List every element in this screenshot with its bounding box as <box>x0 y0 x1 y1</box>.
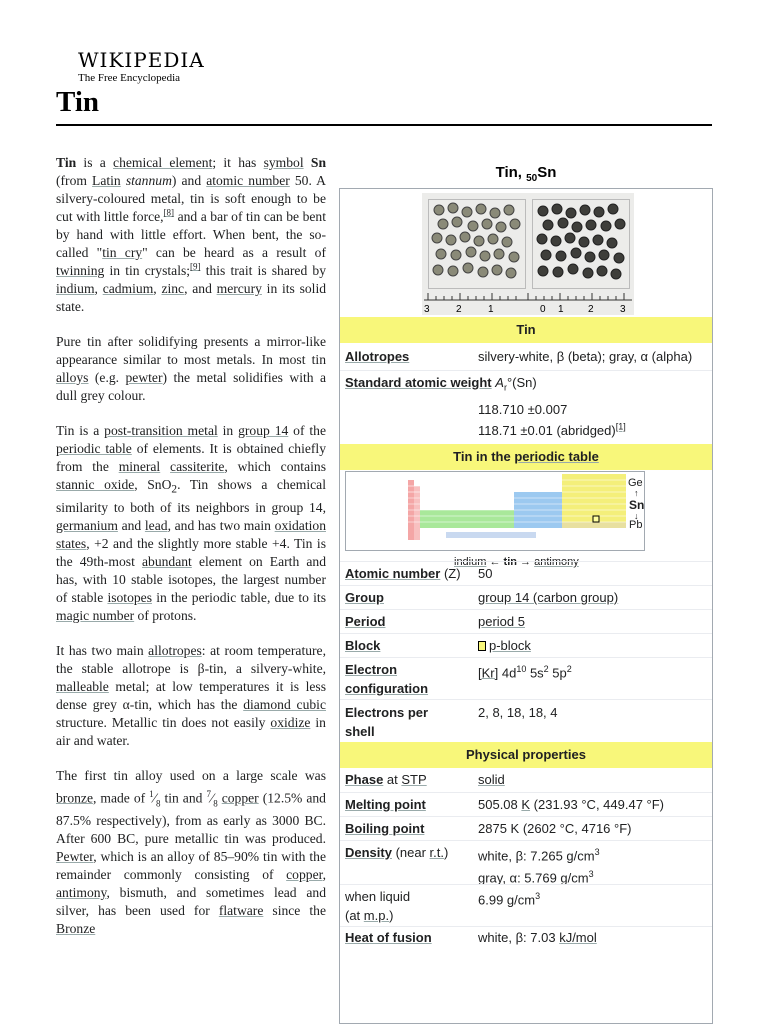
link-mercury[interactable]: mercury <box>216 281 262 296</box>
atomic-number-label <box>345 564 461 583</box>
link-malleable[interactable]: malleable <box>56 678 109 694</box>
ruler-label: 1 <box>488 304 494 315</box>
row-phase <box>340 768 712 792</box>
ref-link-1[interactable]: [1] <box>615 421 626 432</box>
saw-value-2-text: 118.71 ±0.01 (abridged) <box>478 423 616 438</box>
text: in tin crystals; <box>104 263 191 278</box>
pt-caption-current: tin <box>503 556 517 568</box>
link-periodic-table[interactable]: periodic table <box>56 441 132 456</box>
electron-configuration-value <box>478 660 572 682</box>
text: and <box>117 517 145 533</box>
block-link[interactable]: Block <box>345 638 381 653</box>
group-link[interactable]: Group <box>345 590 384 605</box>
saw-value-1: 118.710 ±0.007 <box>478 402 568 417</box>
periodic-table-widget <box>340 471 712 568</box>
block-label <box>345 636 380 655</box>
fraction-denominator: 8 <box>213 797 218 808</box>
photo-ruler <box>424 291 632 301</box>
text: , <box>94 281 103 296</box>
text: of protons. <box>134 607 197 623</box>
link-magic-number[interactable]: magic number <box>56 607 135 623</box>
row-electron-configuration <box>340 657 712 699</box>
period-label <box>345 612 385 631</box>
row-period <box>340 609 712 633</box>
saw-tail: °(Sn) <box>506 375 537 390</box>
link-alloys[interactable]: alloys <box>56 370 89 385</box>
boiling-point-link[interactable]: Boiling point <box>345 821 425 836</box>
periodic-table-link[interactable]: periodic table <box>514 449 599 464</box>
logo-wordmark: WIKIPEDIA <box>78 48 205 72</box>
link-group-14[interactable]: group 14 <box>238 423 289 438</box>
text: (e.g. <box>88 370 126 385</box>
text: , which is an alloy of 85–90% tin with the remainder commonly consisting of <box>56 848 326 882</box>
pt-link-indium[interactable]: indium <box>454 556 487 568</box>
text: . Tin shows a chemical similarity to both of its neighbors in group 14, <box>56 477 326 515</box>
text: (from <box>56 173 93 188</box>
ec-5s: 5s <box>526 665 544 681</box>
text: Pure tin after solidifying presents a mirror-like appearance similar to most metals. In most tin <box>56 334 326 367</box>
link-germanium[interactable]: germanium <box>56 517 118 533</box>
link-oxidize[interactable]: oxidize <box>270 714 311 730</box>
pt-link-antimony[interactable]: antimony <box>534 556 579 568</box>
link-cassiterite[interactable]: cassiterite <box>170 459 225 474</box>
tin-sample-photo[interactable] <box>422 193 634 315</box>
text: in its solid state. <box>56 281 327 314</box>
eps-label <box>345 703 428 741</box>
link-chemical-element[interactable]: chemical element <box>113 155 213 170</box>
block-color-swatch <box>478 641 486 651</box>
rt-link[interactable]: r.t. <box>429 845 444 860</box>
text: , +2 and the slightly more stable +4. Tin is the 49th-most <box>56 535 326 569</box>
ec-4d: 4d <box>498 665 517 681</box>
ec-5p: 5p <box>548 665 567 681</box>
block-value <box>478 636 531 655</box>
liquid-label-1: when liquid <box>345 889 411 904</box>
link-copper-2[interactable]: copper <box>286 866 323 882</box>
section-pt-text: Tin in the <box>453 449 515 464</box>
phase-label <box>345 770 427 789</box>
text: , <box>153 281 162 296</box>
beta-tin-tray <box>428 199 526 289</box>
text: : at room temperature, the stable allotrope is β-tin, a silvery-white, <box>56 642 326 676</box>
ref-link-9[interactable]: [9] <box>190 261 201 272</box>
saw-A: A <box>495 375 504 390</box>
eps-value: 2, 8, 18, 18, 4 <box>478 705 558 720</box>
ruler-label: 2 <box>588 304 594 315</box>
ruler-label: 3 <box>620 304 626 315</box>
text: is a <box>76 155 114 170</box>
ec-4d-exp: 10 <box>516 664 527 674</box>
link-pewter[interactable]: pewter <box>125 370 163 385</box>
logo-tagline: The Free Encyclopedia <box>78 72 181 84</box>
paragraph-2 <box>56 333 326 405</box>
saw-r: r <box>503 382 507 393</box>
group-value <box>478 588 618 607</box>
liquid-exp: 3 <box>535 891 541 901</box>
alpha-tin-tray <box>532 199 630 289</box>
allotropes-link[interactable]: Allotropes <box>345 349 410 364</box>
liquid-value-text: 6.99 g/cm <box>478 892 536 908</box>
melting-point-value <box>478 795 664 814</box>
text: of elements. It is obtained chiefly from the <box>56 441 326 474</box>
row-boiling-point <box>340 816 712 840</box>
row-density <box>340 840 712 884</box>
phase-value-link[interactable]: solid <box>478 772 505 787</box>
melting-point-link[interactable]: Melting point <box>345 797 426 812</box>
row-electrons-per-shell <box>340 699 712 743</box>
text: this trait is shared by <box>200 263 326 278</box>
paragraph-3 <box>56 422 326 625</box>
pt-below-element: Pb <box>629 519 643 531</box>
periodic-table-frame[interactable] <box>345 471 645 551</box>
phase-link[interactable]: Phase <box>345 772 384 787</box>
text <box>160 459 170 474</box>
ruler-label: 0 <box>540 304 546 315</box>
kelvin-link[interactable]: K <box>521 797 531 812</box>
link-lead[interactable]: lead <box>144 517 168 533</box>
text: (12.5% and 87.5% respectively), from as early as 3000 BC. After 600 BC, pure metallic tin was produced. <box>56 790 326 846</box>
page-title: Tin <box>56 86 100 118</box>
text: of the <box>288 423 326 438</box>
infobox-title <box>340 164 712 184</box>
fraction-numerator: 7 <box>206 788 211 799</box>
phase-value <box>478 770 505 789</box>
latin-name: stannum <box>125 173 172 188</box>
ec-kr-link[interactable]: [Kr] <box>478 665 499 681</box>
atomic-number-link[interactable]: Atomic number <box>345 566 441 581</box>
heat-of-fusion-value <box>478 928 597 947</box>
density-link[interactable]: Density <box>345 845 392 860</box>
density-close: ) <box>444 845 449 860</box>
density-value-2: gray, α: 5.769 g/cm <box>478 870 589 886</box>
row-heat-of-fusion <box>340 926 712 950</box>
text: ) the metal solidifies with a dull grey colour. <box>56 370 326 403</box>
atomic-number-value: 50 <box>478 566 493 581</box>
row-allotropes <box>340 344 712 370</box>
link-post-transition-metal[interactable]: post-transition metal <box>104 423 218 438</box>
bold-symbol: Sn <box>310 155 327 170</box>
text: The first tin alloy used on a large scale was <box>56 767 326 783</box>
phase-at: at <box>383 772 402 787</box>
text: element on Earth and has, with 10 stable isotopes, the largest number of stable <box>56 553 326 605</box>
link-bronze[interactable]: bronze <box>56 790 93 806</box>
hof-value-1: white, β: 7.03 <box>478 930 560 945</box>
row-density-liquid <box>340 884 712 926</box>
link-cadmium[interactable]: cadmium <box>102 281 154 296</box>
link-indium[interactable]: indium <box>56 281 95 296</box>
text: " can be heard as a result of <box>142 245 326 260</box>
text: in <box>217 423 239 438</box>
link-pewter-2[interactable]: Pewter <box>56 848 94 864</box>
infobox <box>339 188 713 1024</box>
block-value-link[interactable]: p-block <box>489 638 531 653</box>
link-abundant[interactable]: abundant <box>141 553 192 569</box>
section-header-physical-properties: Physical properties <box>340 742 712 768</box>
article-body <box>56 154 326 938</box>
text: , and has two main <box>167 517 275 533</box>
link-mineral[interactable]: mineral <box>118 459 161 474</box>
eps-label-1: Electrons per <box>345 705 429 720</box>
text: 50. A silvery-coloured metal, tin is soft enough to be cut with little force, <box>56 173 327 224</box>
link-twinning[interactable]: twinning <box>56 263 105 278</box>
bold-term: Tin <box>56 155 77 170</box>
mp-link[interactable]: m.p. <box>363 908 390 923</box>
row-melting-point <box>340 792 712 816</box>
density-near: (near <box>391 845 430 860</box>
fraction-slash: ⁄ <box>210 790 214 806</box>
ruler-label: 2 <box>456 304 462 315</box>
ref-link-8[interactable]: [8] <box>163 207 175 218</box>
pt-current-element: Sn <box>629 498 645 512</box>
text: ) and <box>171 173 207 188</box>
text: metal; at low temperatures it is less dense grey α-tin, which has the <box>56 678 326 712</box>
text: ; it has <box>212 155 264 170</box>
text: and a bar of tin can be bent by hand with little effort. When bent, the so-called " <box>56 209 326 260</box>
atomic-number-Z: (Z) <box>440 566 461 581</box>
density-exp-2: 3 <box>588 869 594 880</box>
text <box>304 155 311 170</box>
infobox-title-text: Tin, <box>495 164 527 181</box>
pt-arrow-up: ↑ <box>634 488 639 498</box>
electron-configuration-label <box>345 660 428 698</box>
heat-of-fusion-label <box>345 928 432 947</box>
period-link[interactable]: Period <box>345 614 386 629</box>
section-header-tin: Tin <box>340 317 712 343</box>
ruler-label: 3 <box>424 304 430 315</box>
beta-tin-beads <box>429 200 525 288</box>
text: , SnO <box>134 477 172 492</box>
boiling-point-label <box>345 819 424 838</box>
stp-link[interactable]: STP <box>401 772 427 787</box>
row-group <box>340 585 712 609</box>
text: , and <box>184 281 217 296</box>
paragraph-5 <box>56 767 326 938</box>
infobox-title-subscript: 50 <box>526 173 538 184</box>
period-value <box>478 612 525 631</box>
infobox-title-symbol: Sn <box>537 164 557 181</box>
paragraph-4 <box>56 642 326 750</box>
row-block <box>340 633 712 657</box>
saw-value-2 <box>478 421 626 440</box>
link-copper[interactable]: copper <box>221 790 259 806</box>
mp-value-1: 505.08 <box>478 797 522 812</box>
allotropes-value: silvery-white, β (beta); gray, α (alpha) <box>478 349 693 364</box>
text: in air and water. <box>56 714 326 748</box>
text: , <box>322 866 326 882</box>
liquid-label-2a: (at <box>345 908 364 923</box>
tin-cell-highlight <box>593 516 599 522</box>
link-isotopes[interactable]: isotopes <box>107 589 152 605</box>
ec-5s-exp: 2 <box>543 664 549 674</box>
paragraph-1 <box>56 154 326 316</box>
text: structure. Metallic tin does not easily <box>56 714 271 730</box>
ruler-label: 1 <box>558 304 564 315</box>
pt-above-element: Ge <box>628 477 643 489</box>
text: in the periodic table, due to its <box>152 589 326 605</box>
title-divider <box>56 124 712 126</box>
link-bronze-age[interactable]: Bronze <box>56 920 96 936</box>
eps-label-2: shell <box>345 724 375 739</box>
pt-arrow-right: → <box>516 556 535 568</box>
pt-arrow-left: ← <box>486 556 504 568</box>
link-symbol[interactable]: symbol <box>263 155 304 170</box>
link-latin[interactable]: Latin <box>92 173 121 188</box>
text: tin and <box>160 790 207 806</box>
link-diamond-cubic[interactable]: diamond cubic <box>243 696 326 712</box>
wikipedia-logo[interactable] <box>78 50 205 84</box>
ec-5p-exp: 2 <box>566 664 572 674</box>
fraction-slash: ⁄ <box>153 790 156 806</box>
pt-arrow-down: ↓ <box>634 511 639 521</box>
link-stannic-oxide[interactable]: stannic oxide <box>56 477 135 492</box>
liquid-label-2b: ) <box>389 908 394 923</box>
heat-of-fusion-link[interactable]: Heat of fusion <box>345 930 432 945</box>
saw-label <box>345 373 537 398</box>
link-flatware[interactable]: flatware <box>218 902 264 918</box>
ec-link-1[interactable]: Electron <box>345 662 398 677</box>
text: , bismuth, and sometimes lead and silver, has been used for <box>56 884 326 918</box>
density-label <box>345 843 448 862</box>
text: Tin is a <box>56 423 105 438</box>
text: It has two main <box>56 642 149 658</box>
periodic-table-mini <box>346 472 644 550</box>
density-value <box>478 843 600 888</box>
fraction-denominator: 8 <box>155 797 161 808</box>
subscript: 2 <box>171 483 178 496</box>
alpha-tin-beads <box>533 200 629 288</box>
link-atomic-number[interactable]: atomic number <box>206 173 290 188</box>
liquid-label <box>345 887 410 925</box>
link-allotropes[interactable]: allotropes <box>148 642 202 658</box>
row-standard-atomic-weight <box>340 370 712 452</box>
group-value-link[interactable]: group 14 (carbon group) <box>478 590 619 605</box>
link-antimony[interactable]: antimony <box>56 884 107 900</box>
mp-value-2: (231.93 °C, 449.47 °F) <box>530 797 665 812</box>
boiling-point-value: 2875 K (2602 °C, 4716 °F) <box>478 821 632 836</box>
density-value-1: white, β: 7.265 g/cm <box>478 848 595 864</box>
kj-mol-link[interactable]: kJ/mol <box>559 930 597 945</box>
fraction-numerator: 1 <box>149 788 154 799</box>
allotropes-label <box>345 347 409 366</box>
link-zinc[interactable]: zinc <box>161 281 185 296</box>
link-tin-cry[interactable]: tin cry <box>102 245 143 260</box>
text: since the <box>263 902 326 918</box>
text: , made of <box>93 790 150 806</box>
melting-point-label <box>345 795 426 814</box>
group-label <box>345 588 384 607</box>
saw-link[interactable]: Standard atomic weight <box>345 375 492 390</box>
period-value-link[interactable]: period 5 <box>478 614 525 629</box>
liquid-value <box>478 887 540 909</box>
density-exp-1: 3 <box>594 847 600 857</box>
text: , which contains <box>224 459 326 474</box>
link-oxidation-states[interactable]: oxidation states <box>56 517 326 551</box>
row-atomic-number <box>340 561 712 585</box>
ec-link-2[interactable]: configuration <box>345 681 429 696</box>
section-header-periodic-table <box>340 444 712 470</box>
